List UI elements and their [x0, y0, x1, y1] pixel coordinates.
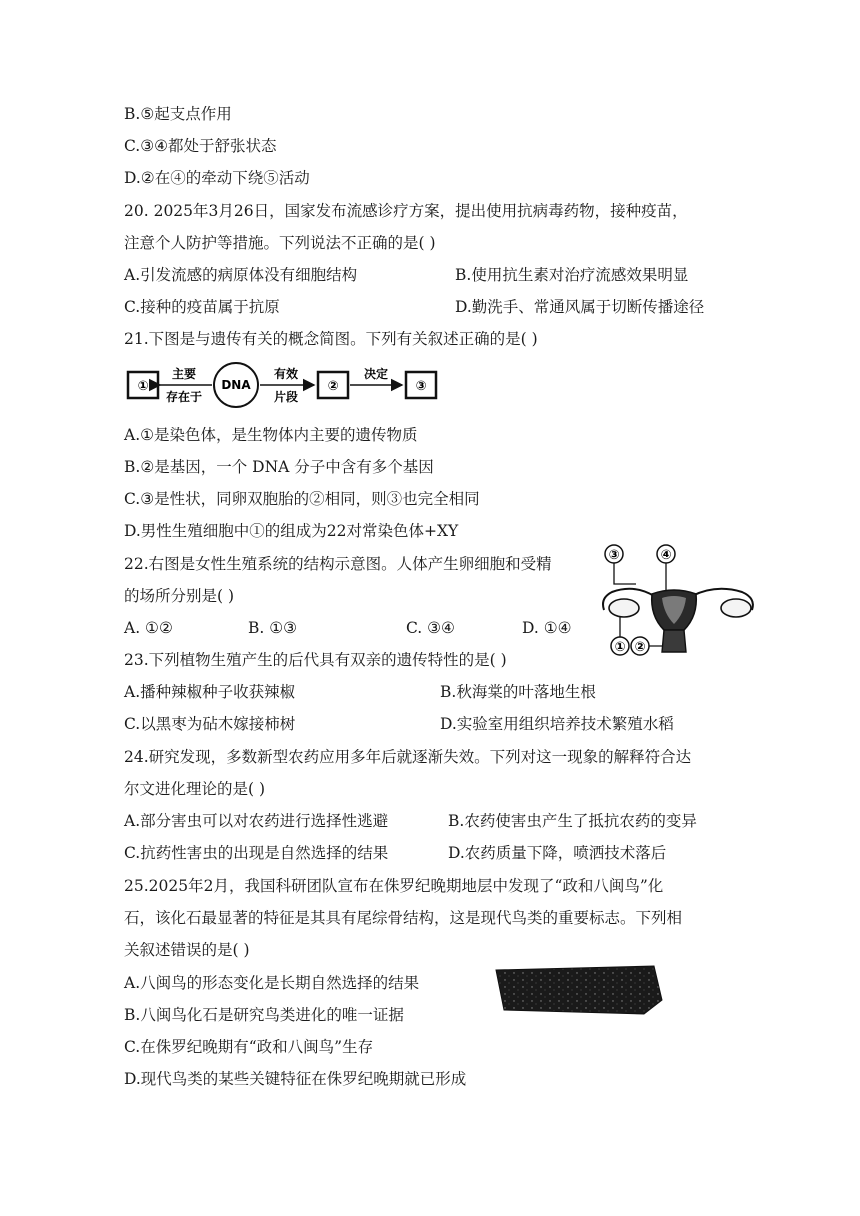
q22-option-c: C. ③④: [406, 619, 455, 637]
q19-option-c: C.③④都处于舒张状态: [124, 137, 277, 155]
q22-stem-line2: 的场所分别是( ): [124, 587, 235, 605]
female-reproductive-system-diagram: [594, 540, 774, 658]
q20-stem-line1: 20. 2025年3月26日，国家发布流感诊疗方案，提出使用抗病毒药物，接种疫苗，: [124, 202, 688, 220]
ovary-right: [721, 599, 751, 617]
q24-stem-line2: 尔文进化理论的是( ): [124, 780, 266, 798]
q25-stem-line3: 关叙述错误的是( ): [124, 941, 250, 959]
label-2: ②: [634, 640, 646, 655]
q25-option-a: A.八闽鸟的形态变化是长期自然选择的结果: [124, 974, 420, 992]
q22-option-a: A. ①②: [124, 619, 173, 637]
label-4: ④: [660, 548, 672, 563]
q23-option-c: C.以黑枣为砧木嫁接柿树: [124, 715, 296, 733]
label-3: ③: [608, 548, 620, 563]
diagram-edge-1-top: 主要: [171, 367, 197, 381]
q22-option-d: D. ①④: [522, 619, 572, 637]
diagram-dna-label: DNA: [221, 378, 251, 392]
q23-option-d: D.实验室用组织培养技术繁殖水稻: [440, 715, 674, 733]
q21-stem: 21.下图是与遗传有关的概念简图。下列有关叙述正确的是( ): [124, 330, 538, 348]
label-1: ①: [614, 640, 626, 655]
q21-option-c: C.③是性状，同卵双胞胎的②相同，则③也完全相同: [124, 490, 480, 508]
fossil-photo: [494, 964, 666, 1016]
q19-option-d: D.②在④的牵动下绕⑤活动: [124, 169, 310, 187]
vagina: [662, 630, 686, 652]
diagram-edge-2-top: 有效: [273, 367, 299, 381]
q20-stem-line2: 注意个人防护等措施。下列说法不正确的是( ): [124, 234, 436, 252]
q25-option-b: B.八闽鸟化石是研究鸟类进化的唯一证据: [124, 1006, 404, 1024]
q23-option-a: A.播种辣椒种子收获辣椒: [124, 683, 296, 701]
q25-option-c: C.在侏罗纪晚期有“政和八闽鸟”生存: [124, 1038, 374, 1056]
q24-stem-line1: 24.研究发现，多数新型农药应用多年后就逐渐失效。下列对这一现象的解释符合达: [124, 748, 692, 766]
diagram-edge-2-bottom: 片段: [273, 390, 299, 404]
fossil-slab: [496, 966, 662, 1014]
diagram-edge-3-top: 决定: [363, 367, 389, 381]
ovary-left: [609, 599, 639, 617]
q23-option-b: B.秋海棠的叶落地生根: [440, 683, 596, 701]
q23-stem: 23.下列植物生殖产生的后代具有双亲的遗传特性的是( ): [124, 651, 507, 669]
diagram-box-3-label: ③: [415, 379, 427, 394]
q20-option-c: C.接种的疫苗属于抗原: [124, 298, 280, 316]
q21-option-a: A.①是染色体，是生物体内主要的遗传物质: [124, 426, 418, 444]
q19-option-b: B.⑤起支点作用: [124, 105, 232, 123]
genetics-concept-diagram: [124, 362, 444, 412]
q24-option-c: C.抗药性害虫的出现是自然选择的结果: [124, 844, 389, 862]
q25-stem-line2: 石，该化石最显著的特征是其具有尾综骨结构，这是现代鸟类的重要标志。下列相: [124, 909, 683, 927]
leader-line-3: [614, 563, 636, 584]
q20-option-a: A.引发流感的病原体没有细胞结构: [124, 266, 358, 284]
q20-option-b: B.使用抗生素对治疗流感效果明显: [455, 266, 689, 284]
diagram-box-2-label: ②: [327, 379, 339, 394]
q25-option-d: D.现代鸟类的某些关键特征在侏罗纪晚期就已形成: [124, 1070, 467, 1088]
q21-option-b: B.②是基因，一个 DNA 分子中含有多个基因: [124, 458, 434, 476]
q20-option-d: D.勤洗手、常通风属于切断传播途径: [455, 298, 705, 316]
q25-stem-line1: 25.2025年2月，我国科研团队宣布在侏罗纪晚期地层中发现了“政和八闽鸟”化: [124, 877, 664, 895]
diagram-edge-1-bottom: 存在于: [165, 390, 203, 404]
q22-option-b: B. ①③: [248, 619, 298, 637]
q21-option-d: D.男性生殖细胞中①的组成为22对常染色体+XY: [124, 522, 459, 540]
q24-option-b: B.农药使害虫产生了抵抗农药的变异: [448, 812, 697, 830]
q24-option-d: D.农药质量下降，喷洒技术落后: [448, 844, 667, 862]
q22-stem-line1: 22.右图是女性生殖系统的结构示意图。人体产生卵细胞和受精: [124, 555, 552, 573]
q24-option-a: A.部分害虫可以对农药进行选择性逃避: [124, 812, 389, 830]
diagram-box-1-label: ①: [137, 379, 149, 394]
